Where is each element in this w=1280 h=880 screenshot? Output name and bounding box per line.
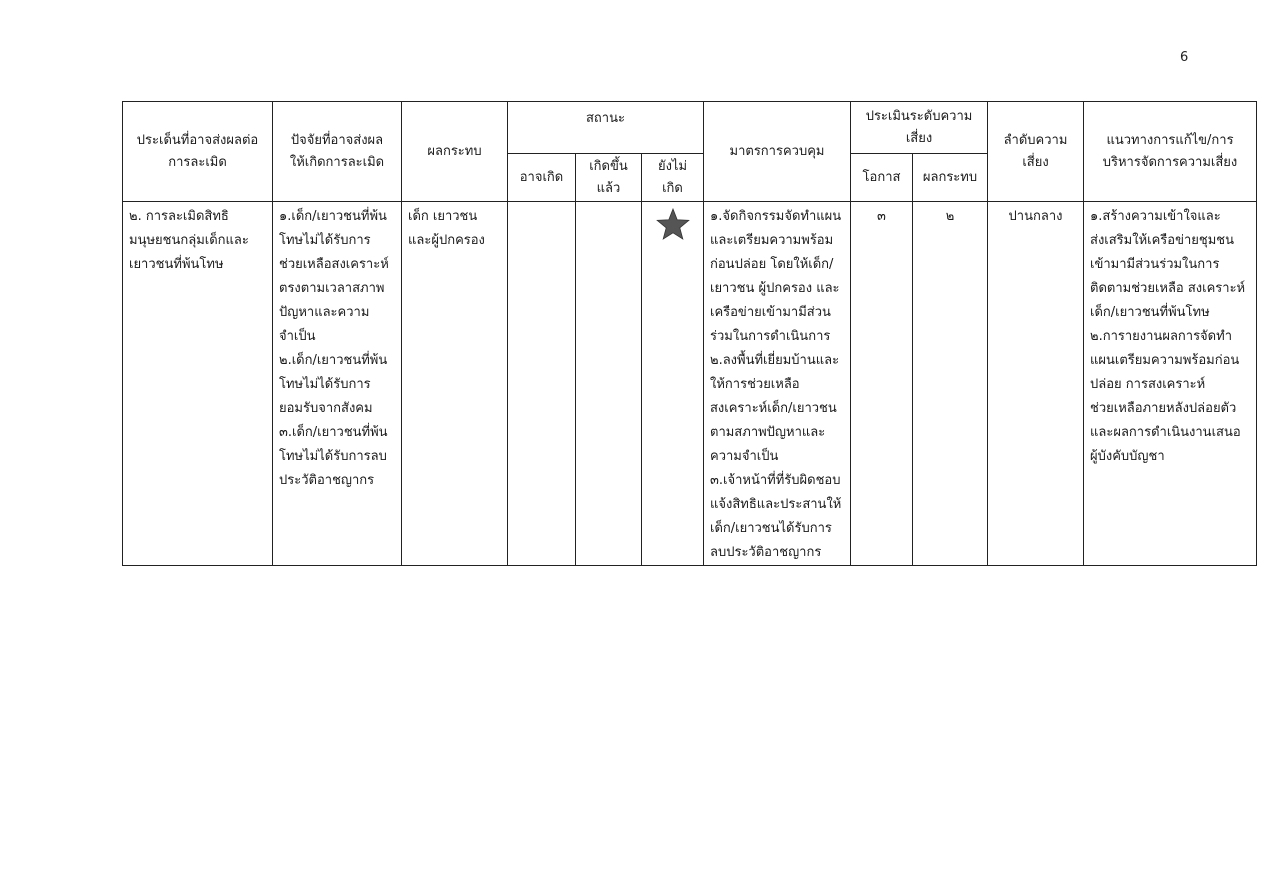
cell-line: ตามสภาพปัญหาและ — [710, 425, 826, 440]
cell-line: ปัญหาและความ — [279, 305, 370, 320]
cell-risk-rank — [988, 202, 1084, 566]
cell-line: ยอมรับจากสังคม — [279, 401, 373, 416]
cell-line: แจ้งสิทธิและประสานให้ — [710, 497, 842, 512]
cell-line: ตรงตามเวลาสภาพ — [279, 281, 385, 296]
cell-line: ๒. การละเมิดสิทธิ — [129, 209, 229, 224]
star-icon — [656, 208, 690, 240]
cell-issue — [123, 202, 273, 566]
cell-control-text — [704, 202, 850, 565]
cell-line: เยาวชน ผู้ปกครอง และ — [710, 281, 840, 296]
header-status — [508, 102, 704, 154]
cell-impact-text — [402, 202, 507, 253]
cell-status-may-occur — [508, 202, 576, 566]
header-risk-assessment — [851, 102, 988, 154]
cell-impact — [402, 202, 508, 566]
header-control: มาตรการควบคุม — [704, 102, 851, 202]
cell-control — [704, 202, 851, 566]
header-issue — [123, 102, 273, 202]
header-guideline — [1084, 102, 1257, 202]
cell-line: เด็ก/เยาวชนได้รับการ — [710, 521, 832, 536]
cell-line: แผนเตรียมความพร้อมก่อน — [1090, 353, 1240, 368]
header-issue-line-1: ประเด็นที่อาจส่งผลต่อ — [136, 132, 259, 148]
cell-line: ผู้บังคับบัญชา — [1090, 449, 1165, 464]
cell-line: โทษไม่ได้รับการลบ — [279, 449, 387, 464]
cell-line: ประวัติอาชญากร — [279, 473, 375, 488]
header-risk-assessment-line-1: ประเมินระดับความ — [865, 108, 973, 124]
cell-line: ก่อนปล่อย โดยให้เด็ก/ — [710, 257, 834, 272]
cell-line: ลบประวัติอาชญากร — [710, 545, 822, 560]
cell-line: ร่วมในการดำเนินการ — [710, 329, 831, 344]
header-risk-rank-line-2: เสี่ยง — [1022, 154, 1049, 170]
header-status-not-yet — [642, 154, 704, 202]
cell-line: ส่งเสริมให้เครือข่ายชุมชน — [1090, 233, 1234, 248]
cell-line: ช่วยเหลือสงเคราะห์ — [279, 257, 389, 272]
cell-risk-rank-value: ปานกลาง — [1008, 209, 1063, 224]
page-number: 6 — [1180, 50, 1189, 65]
header-risk-assessment-line-2: เสี่ยง — [905, 130, 933, 146]
header-status-occurred-line-2: แล้ว — [596, 180, 621, 196]
cell-line: ๑.สร้างความเข้าใจและ — [1090, 209, 1221, 224]
cell-line: ๓.เจ้าหน้าที่ที่รับผิดชอบ — [710, 473, 841, 488]
header-factor-line-2: ให้เกิดการละเมิด — [289, 154, 385, 170]
cell-line: เข้ามามีส่วนร่วมในการ — [1090, 257, 1220, 272]
header-status-may-occur: อาจเกิด — [508, 154, 576, 202]
cell-likelihood-value: ๓ — [877, 209, 886, 224]
cell-line: ๒.เด็ก/เยาวชนที่พ้น — [279, 353, 388, 368]
cell-line: เด็ก/เยาวชนที่พ้นโทษ — [1090, 305, 1210, 320]
header-status-not-yet-line-1: ยังไม่ — [657, 158, 688, 174]
header-issue-line-2: การละเมิด — [168, 154, 227, 170]
header-status-label: สถานะ — [586, 111, 625, 126]
header-status-not-yet-line-2: เกิด — [662, 180, 683, 196]
cell-line: ให้การช่วยเหลือ — [710, 377, 800, 392]
cell-line: ๒.การายงานผลการจัดทำ — [1090, 329, 1232, 344]
cell-line: ความจำเป็น — [710, 449, 779, 464]
cell-line: ๑.จัดกิจกรรมจัดทำแผน — [710, 209, 842, 224]
cell-issue-text — [123, 202, 272, 277]
cell-factor — [273, 202, 402, 566]
cell-line: โทษไม่ได้รับการ — [279, 377, 371, 392]
cell-line: และเตรียมความพร้อม — [710, 233, 834, 248]
cell-line: ติดตามช่วยเหลือ สงเคราะห์ — [1090, 281, 1246, 296]
risk-assessment-table — [122, 101, 1257, 566]
cell-line: สงเคราะห์เด็ก/เยาวชน — [710, 401, 837, 416]
header-status-occurred-line-1: เกิดขึ้น — [589, 158, 628, 174]
header-status-occurred — [576, 154, 642, 202]
cell-line: ช่วยเหลือภายหลังปล่อยตัว — [1090, 401, 1237, 416]
cell-line: เด็ก เยาวชน — [408, 209, 478, 224]
header-risk-rank-line-1: ลำดับความ — [1003, 132, 1068, 148]
cell-line: ๒.ลงพื้นที่เยี่ยมบ้านและ — [710, 353, 840, 368]
header-factor — [273, 102, 402, 202]
cell-status-not-yet — [642, 202, 704, 566]
cell-guideline — [1084, 202, 1257, 566]
header-risk-impact: ผลกระทบ — [913, 154, 988, 202]
cell-status-occurred — [576, 202, 642, 566]
header-likelihood: โอกาส — [851, 154, 913, 202]
cell-line: ปล่อย การสงเคราะห์ — [1090, 377, 1206, 392]
cell-line: และผู้ปกครอง — [408, 233, 485, 248]
header-risk-rank — [988, 102, 1084, 202]
cell-line: โทษไม่ได้รับการ — [279, 233, 371, 248]
header-guideline-line-1: แนวทางการแก้ไข/การ — [1106, 132, 1234, 148]
cell-guideline-text — [1084, 202, 1256, 469]
cell-line: เครือข่ายเข้ามามีส่วน — [710, 305, 831, 320]
cell-line: เยาวชนที่พ้นโทษ — [129, 257, 224, 272]
cell-factor-text — [273, 202, 401, 493]
cell-line: ๑.เด็ก/เยาวชนที่พ้น — [279, 209, 387, 224]
cell-line: จำเป็น — [279, 329, 316, 344]
cell-line: และผลการดำเนินงานเสนอ — [1090, 425, 1241, 440]
cell-likelihood — [851, 202, 913, 566]
header-guideline-line-2: บริหารจัดการความเสี่ยง — [1102, 154, 1238, 170]
cell-risk-impact-value: ๒ — [945, 209, 955, 224]
header-impact: ผลกระทบ — [402, 102, 508, 202]
cell-line: มนุษยชนกลุ่มเด็กและ — [129, 233, 249, 248]
cell-risk-impact — [913, 202, 988, 566]
header-factor-line-1: ปัจจัยที่อาจส่งผล — [290, 132, 384, 148]
cell-line: ๓.เด็ก/เยาวชนที่พ้น — [279, 425, 388, 440]
